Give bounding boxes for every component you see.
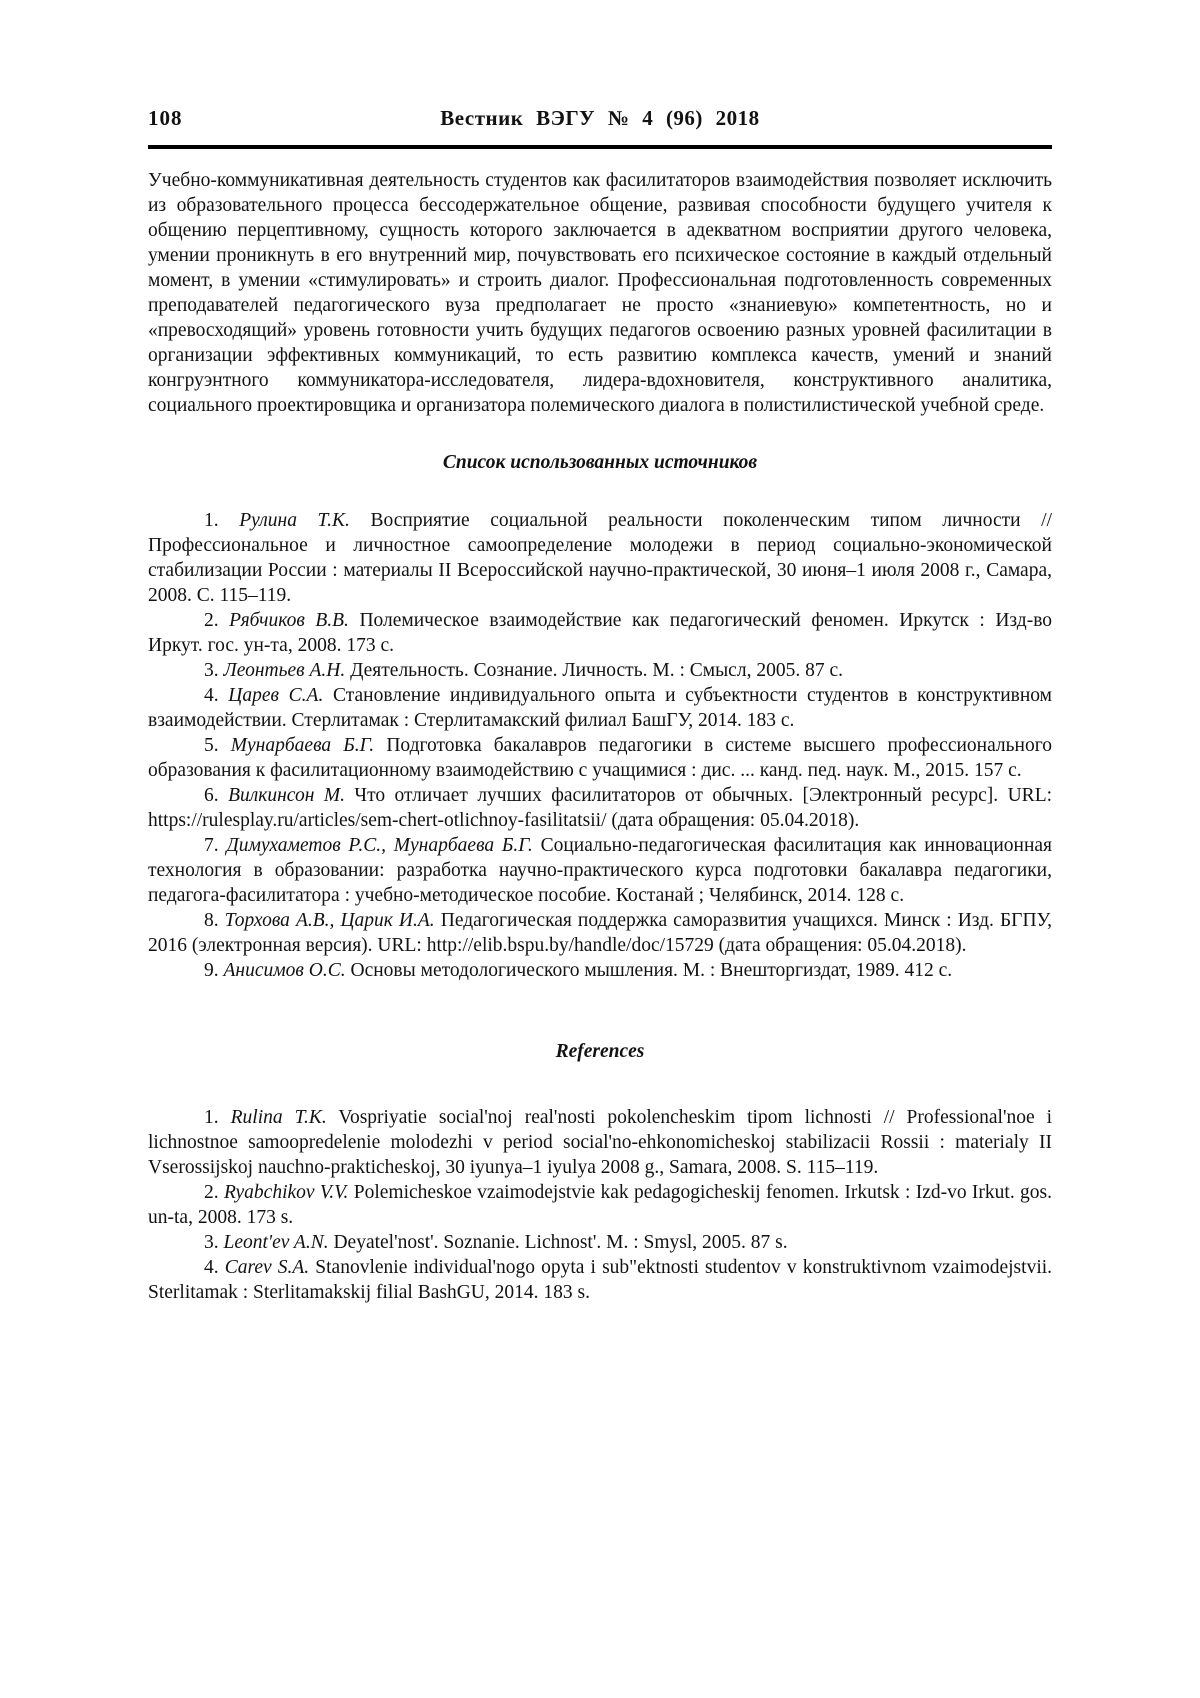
reference-author: Ryabchikov V.V. <box>223 1182 349 1203</box>
reference-number: 4. <box>204 685 219 706</box>
reference-author: Торхова А.В., Царик И.А. <box>224 910 435 931</box>
reference-text: Polemicheskoe vzaimodejstvie kak pedagogicheskij fenomen. Irkutsk : Izd-vo Irkut. gos. un-ta, 2008. 173 s. <box>148 1182 1052 1228</box>
reference-author: Димухаметов Р.С., Мунарбаева Б.Г. <box>226 835 533 856</box>
reference-item <box>148 1105 1052 1180</box>
reference-author: Рябчиков В.В. <box>229 610 349 631</box>
reference-number: 2. <box>204 610 219 631</box>
reference-item <box>148 908 1052 958</box>
reference-item <box>148 608 1052 658</box>
reference-number: 7. <box>204 835 219 856</box>
reference-item <box>148 683 1052 733</box>
reference-item <box>148 958 1052 983</box>
reference-text: Stanovlenie individual'nogo opyta i sub"ektnosti studentov v konstruktivnom vzaimodejstvii. Sterlitamak : Sterlitamakskij filial BashGU, 2014. 183 s. <box>148 1257 1053 1303</box>
reference-author: Carev S.A. <box>224 1257 310 1278</box>
reference-number: 6. <box>204 785 219 806</box>
reference-text: Деятельность. Сознание. Личность. М. : Смысл, 2005. 87 с. <box>350 660 843 681</box>
reference-text: Подготовка бакалавров педагогики в системе высшего профессионального образования к фасилитационному взаимодействию с учащимися : дис. ... канд. пед. наук. М., 2015. 157 с. <box>148 735 1052 781</box>
reference-text: Deyatel'nost'. Soznanie. Lichnost'. M. : Smysl, 2005. 87 s. <box>333 1232 788 1253</box>
reference-text: Становление индивидуального опыта и субъектности студентов в конструктивном взаимодействии. Стерлитамак : Стерлитамакский филиал БашГУ, 2014. 183 с. <box>148 685 1053 731</box>
reference-text: Основы методологического мышления. М. : Внешторгиздат, 1989. 412 с. <box>350 960 953 981</box>
reference-author: Рулина Т.К. <box>239 510 350 531</box>
reference-text: Что отличает лучших фасилитаторов от обычных. [Электронный ресурс]. URL: https://rulesplay.ru/articles/sem-chert-otlichnoy-fasilitatsii/ (дата обращения: 05.04.2018). <box>148 785 1053 831</box>
reference-number: 3. <box>204 1232 219 1253</box>
reference-item <box>148 1230 1052 1255</box>
reference-author: Царев С.А. <box>228 685 324 706</box>
reference-author: Мунарбаева Б.Г. <box>230 735 375 756</box>
page-body <box>148 168 1052 1305</box>
reference-author: Леонтьев А.Н. <box>223 660 346 681</box>
reference-text: Педагогическая поддержка саморазвития учащихся. Минск : Изд. БГПУ, 2016 (электронная версия). URL: http://elib.bspu.by/handle/doc/15729 (дата обращения: 05.04.2018). <box>148 910 1053 956</box>
reference-number: 3. <box>204 660 219 681</box>
reference-text: Vospriyatie social'noj real'nosti pokolencheskim tipom lichnosti // Professional'noe i lichnostnoe samoopredelenie molodezhi v period social'no-ehkonomicheskoj stabilizacii Rossii : materialy II Vserossijskoj nauchno-prakticheskoj, 30 iyunya–1 iyulya 2008 g., Samara, 2008. S. 115–119. <box>148 1107 1053 1178</box>
reference-number: 1. <box>204 510 219 531</box>
reference-number: 2. <box>204 1182 219 1203</box>
reference-text: Полемическое взаимодействие как педагогический феномен. Иркутск : Изд-во Иркут. гос. ун-та, 2008. 173 с. <box>148 610 1053 656</box>
reference-author: Анисимов О.С. <box>223 960 346 981</box>
header-rule <box>148 145 1052 149</box>
reference-author: Вилкинсон М. <box>228 785 345 806</box>
reference-author: Rulina T.K. <box>230 1107 327 1128</box>
reference-number: 1. <box>204 1107 219 1128</box>
journal-title: Вестник ВЭГУ № 4 (96) 2018 <box>440 106 760 130</box>
page-number: 108 <box>148 106 183 130</box>
reference-number: 9. <box>204 960 219 981</box>
reference-item <box>148 1180 1052 1230</box>
reference-item <box>148 508 1052 608</box>
reference-text: Восприятие социальной реальности поколенческим типом личности // Профессиональное и личностное самоопределение молодежи в период социально-экономической стабилизации России : материалы II Всероссийской научно-практической, 30 июня–1 июля 2008 г., Самара, 2008. С. 115–119. <box>148 510 1052 606</box>
reference-text: Социально-педагогическая фасилитация как инновационная технология в образовании: разработка научно-практического курса подготовки бакалавра педагогики, педагога-фасилитатора : учебно-методическое пособие. Костанай ; Челябинск, 2014. 128 с. <box>148 835 1052 906</box>
reference-number: 4. <box>204 1257 219 1278</box>
reference-item <box>148 733 1052 783</box>
sources-heading: Список использованных источников <box>442 452 758 473</box>
references-list <box>148 1105 1052 1305</box>
body-paragraph: Учебно-коммуникативная деятельность студентов как фасилитаторов взаимодействия позволяет исключить из образовательного процесса бессодержательное общение, развивая способности будущего учителя к общению перцептивному, сущность которого заключается в адекватном восприятии другого человека, умении проникнуть в его внутренний мир, почувствовать его психическое состояние в каждый отдельный момент, в умении «стимулировать» и строить диалог. Профессиональная подготовленность современных преподавателей педагогического вуза предполагает не просто «знаниевую» компетентность, но и «превосходящий» уровень готовности учить будущих педагогов освоению разных уровней фасилитации в организации эффективных коммуникаций, то есть развитию комплекса качеств, умений и знаний конгруэнтного коммуникатора-исследователя, лидера-вдохновителя, конструктивного аналитика, социального проектировщика и организатора полемического диалога в полистилистической учебной среде. <box>148 170 1052 416</box>
reference-item <box>148 658 1052 683</box>
reference-item <box>148 1255 1052 1305</box>
sources-list <box>148 508 1052 983</box>
reference-item <box>148 783 1052 833</box>
reference-number: 8. <box>204 910 219 931</box>
reference-author: Leont'ev A.N. <box>223 1232 329 1253</box>
reference-number: 5. <box>204 735 219 756</box>
reference-item <box>148 833 1052 908</box>
page-header <box>148 106 1052 136</box>
references-heading: References <box>555 1041 645 1062</box>
